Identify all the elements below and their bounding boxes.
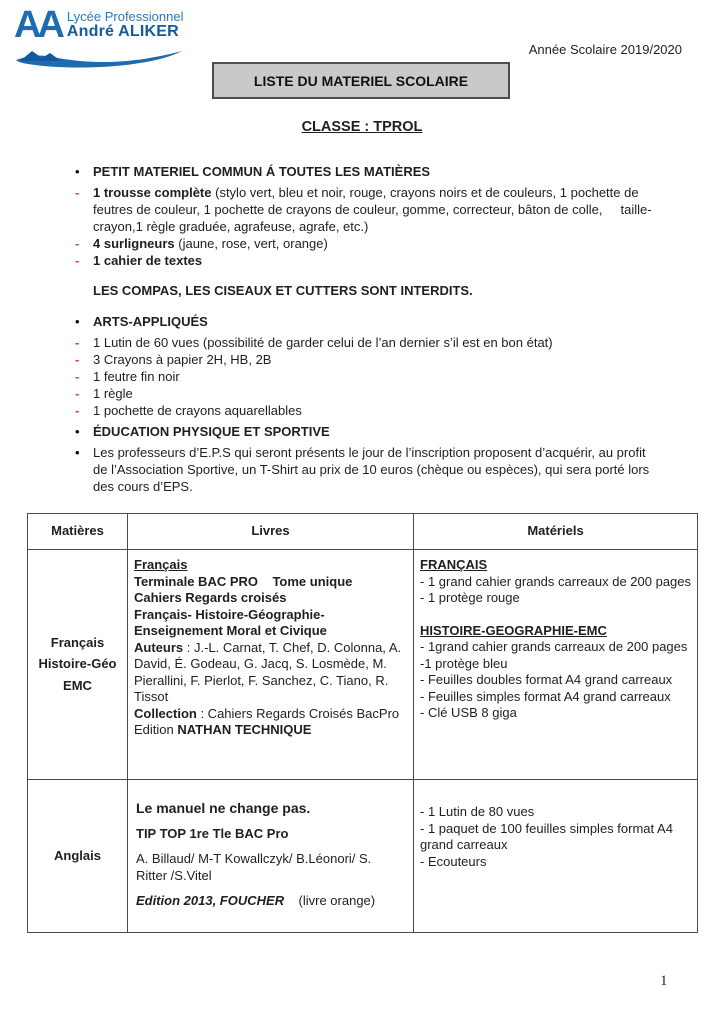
item-detail: (stylo vert, bleu et noir, rouge, crayons noirs et de couleurs, 1 pochette de feutres de couleur, 1 pochette de crayons de couleur, gomme, correcteur, bâton de colle, taille-crayon,1 règle graduée, agrafeuse, agrafe, etc.) <box>93 185 652 234</box>
list-item-text: 1 Lutin de 60 vues (possibilité de garder celui de l’an dernier s’il est en bon état) <box>93 335 553 350</box>
collection-text: : Cahiers Regards Croisés BacPro <box>196 705 400 721</box>
logo-school-name: André ALIKER <box>66 22 179 40</box>
school-year: Année Scolaire 2019/2020 <box>528 42 682 57</box>
list-item-aquarellables <box>75 402 662 419</box>
table-row-francais-hg-emc <box>28 550 698 780</box>
materiel-item: - 1grand cahier grands carreaux de 200 pages <box>420 639 688 654</box>
page-number: 1 <box>660 973 668 989</box>
item-lead: 1 cahier de textes <box>93 253 203 268</box>
bullet-icon: • <box>75 164 80 179</box>
dash-icon: - <box>75 236 80 251</box>
section-heading-text: ÉDUCATION PHYSIQUE ET SPORTIVE <box>93 424 330 439</box>
manual-note: Le manuel ne change pas. <box>136 800 311 816</box>
edition-line <box>136 893 405 910</box>
list-item-text: 1 pochette de crayons aquarellables <box>93 403 302 418</box>
list-item-cahier-textes <box>75 252 662 269</box>
subject-line: Histoire-Géo <box>38 656 117 672</box>
list-item-regle <box>75 385 662 402</box>
materiel-item: - Feuilles simples format A4 grand carreaux <box>420 688 671 704</box>
book-title: TIP TOP 1re Tle BAC Pro <box>136 825 289 841</box>
section-heading-text: PETIT MATERIEL COMMUN Á TOUTES LES MATIÈRES <box>93 164 431 179</box>
col-header-livres: Livres <box>128 514 414 550</box>
collection-label: Collection <box>134 705 197 721</box>
dash-icon: - <box>75 253 80 268</box>
dash-icon: - <box>75 369 80 384</box>
materiel-item: - Clé USB 8 giga <box>420 705 517 720</box>
dash-icon: - <box>75 185 80 200</box>
warning-text: LES COMPAS, LES CISEAUX ET CUTTERS SONT INTERDITS. <box>93 283 473 298</box>
eps-paragraph-text: Les professeurs d’E.P.S qui seront présents le jour de l’inscription proposent d’acquérir, au profit de l’Association Sportive, un T-Shirt au prix de 10 euros (chèque ou espèces), qui sera porté lors des cours d’EPS. <box>93 445 650 494</box>
collection-line <box>134 706 407 723</box>
classe-line <box>0 118 724 136</box>
list-item-lutin <box>75 334 662 351</box>
col-header-materiels: Matériels <box>414 514 698 550</box>
list-item-surligneurs <box>75 235 662 252</box>
materiel-group-title: FRANÇAIS <box>420 557 488 572</box>
materiel-item: - 1 Lutin de 80 vues <box>420 804 535 819</box>
body-content <box>0 163 724 495</box>
table-header-row <box>28 514 698 550</box>
book-line: Terminale BAC PRO Tome unique <box>134 573 353 589</box>
list-item-text <box>93 235 662 252</box>
list-item-text: 1 règle <box>93 386 133 401</box>
materiel-item: - Ecouteurs <box>420 853 487 869</box>
supply-table <box>27 513 698 933</box>
col-header-matieres: Matières <box>28 514 128 550</box>
logo-monogram: AA <box>14 4 61 46</box>
table-row-anglais <box>28 780 698 933</box>
livres-cell <box>128 780 414 933</box>
logo-top <box>14 4 194 46</box>
materiels-cell <box>414 780 698 933</box>
dash-icon: - <box>75 352 80 367</box>
authors-line <box>134 640 407 706</box>
book-line: Français- Histoire-Géographie- <box>134 606 325 622</box>
title-box <box>212 62 510 99</box>
bullet-icon: • <box>75 314 80 329</box>
subject-cell <box>28 550 128 780</box>
book-line: Enseignement Moral et Civique <box>134 623 327 638</box>
list-item-text <box>93 184 662 235</box>
section-heading-eps <box>75 423 662 441</box>
authors-text: A. Billaud/ M-T Kowallczyk/ B.Léonori/ S. Ritter /S.Vitel <box>136 851 372 883</box>
edition-line <box>134 722 407 739</box>
eps-paragraph <box>75 444 662 495</box>
authors-label: Auteurs <box>134 639 184 655</box>
dash-icon: - <box>75 403 80 418</box>
materiels-cell <box>414 550 698 780</box>
logo-subtitle: Lycée Professionnel <box>66 9 184 24</box>
list-item-trousse <box>75 184 662 235</box>
book-line: Cahiers Regards croisés <box>134 590 287 605</box>
bullet-icon: • <box>75 445 80 460</box>
materiel-item: - Feuilles doubles format A4 grand carreaux <box>420 672 673 687</box>
item-lead: 1 trousse complète <box>93 185 212 200</box>
materiel-item: -1 protège bleu <box>420 655 508 671</box>
dash-icon: - <box>75 335 80 350</box>
authors-text: : J.-L. Carnat, T. Chef, D. Colonna, A. David, É. Godeau, G. Jacq, S. Losmède, M. Pierallini, F. Pierlot, F. Sanchez, C. Tiano, R. Tissot <box>134 639 402 704</box>
list-item-text: 1 feutre fin noir <box>93 369 180 384</box>
livres-cell <box>128 550 414 780</box>
materiel-item: - 1 protège rouge <box>420 590 520 605</box>
list-item-text <box>93 252 662 269</box>
school-logo <box>14 4 194 70</box>
materiel-group-title: HISTOIRE-GEOGRAPHIE-EMC <box>420 622 607 638</box>
edition-suffix: (livre orange) <box>284 893 376 908</box>
subject-line: Français <box>50 634 105 650</box>
logo-wave-icon <box>14 46 186 70</box>
page-title: LISTE DU MATERIEL SCOLAIRE <box>253 72 469 89</box>
logo-text <box>67 8 184 40</box>
subject-line: EMC <box>63 677 92 693</box>
edition-name: NATHAN TECHNIQUE <box>177 722 312 737</box>
item-lead: 4 surligneurs <box>93 236 175 251</box>
subject-cell <box>28 780 128 933</box>
list-item-crayons <box>75 351 662 368</box>
item-detail: (jaune, rose, vert, orange) <box>174 236 328 251</box>
subject-line: Anglais <box>54 847 101 863</box>
dash-icon: - <box>75 386 80 401</box>
edition-prefix: Edition <box>134 722 178 737</box>
classe-label: CLASSE : TPROL <box>301 119 423 135</box>
section-heading-commun <box>75 163 662 181</box>
edition-name: Edition 2013, FOUCHER <box>136 893 285 908</box>
materiel-item: - 1 paquet de 100 feuilles simples format A4 grand carreaux <box>420 820 673 852</box>
section-heading-arts <box>75 313 662 331</box>
section-heading-text: ARTS-APPLIQUÉS <box>93 314 208 329</box>
book-section-title: Français <box>134 557 188 572</box>
materiel-item: - 1 grand cahier grands carreaux de 200 pages <box>420 573 692 589</box>
bullet-icon: • <box>75 424 80 439</box>
list-item-text: 3 Crayons à papier 2H, HB, 2B <box>93 352 272 367</box>
list-item-feutre <box>75 368 662 385</box>
